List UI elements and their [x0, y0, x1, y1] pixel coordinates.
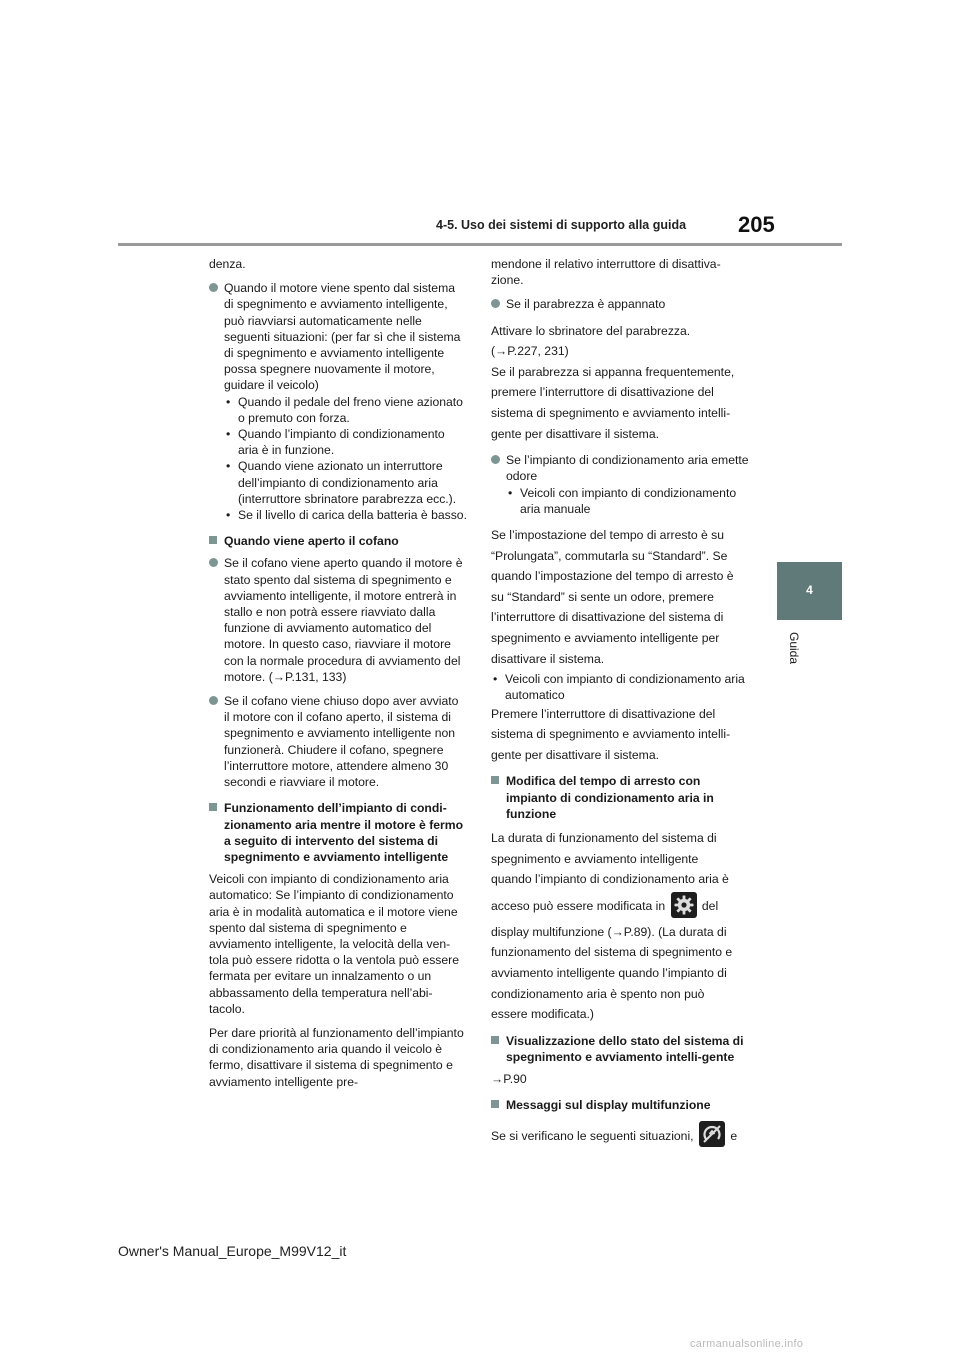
- page-number: 205: [738, 212, 775, 237]
- text-line: l’interruttore di disattivazione del sistema di: [491, 610, 724, 625]
- subheading: Messaggi sul display multifunzione: [491, 1097, 749, 1113]
- text-line: su “Standard” si sente un odore, premere: [491, 589, 714, 604]
- square-marker-icon: [491, 1036, 499, 1044]
- chapter-label: Guida: [787, 632, 801, 665]
- subheading: Visualizzazione dello stato del sistema di spegnimento e avviamento intelli-gente: [491, 1033, 749, 1065]
- text-line: Se il parabrezza si appanna frequentemente,: [491, 364, 735, 379]
- square-marker-icon: [209, 536, 217, 544]
- text-line: quando l’impostazione del tempo di arresto è: [491, 569, 734, 584]
- footer-document-name: Owner's Manual_Europe_M99V12_it: [118, 1243, 347, 1259]
- stop-start-off-icon: [699, 1121, 725, 1147]
- text-line: quando l’impianto di condizionamento aria è: [491, 872, 729, 887]
- paragraph: mendone il relativo interruttore di disattiva-zione.: [491, 257, 721, 288]
- text-line: sistema di spegnimento e avviamento intelli-: [491, 405, 731, 420]
- bullet-item: Se il cofano viene aperto quando il motore è stato spento dal sistema di spegnimento e avviamento intelligente, il motore entrerà in stallo e non potrà essere riavviato dalla funzione di avviamento automatico del motore. In questo caso, riavviare il motore con la normale procedura di avviamento del motore. (→P.131, 133): [209, 555, 467, 685]
- bullet-dot-icon: [209, 283, 218, 292]
- sub-item: • Veicoli con impianto di condizionamento aria automatico: [493, 672, 745, 703]
- bullet-item: Quando il motore viene spento dal sistema di spegnimento e avviamento intelligente, può riavviarsi automaticamente nelle seguenti situazioni: (per far sì che il sistema di spegnimento e avviamento intelligente possa spegnere nuovamente il motore, guidare il veicolo) • Quando il pedale del freno viene azionato o premuto con forza. • Quando l’impianto di condizionamento aria è in funzione. • Quando viene azionato un interruttore dell’impianto di condizionamento aria (interruttore sbrinatore parabrezza ecc.). • Se il livello di carica della batteria è basso.: [209, 280, 467, 523]
- text-line: disattivare il sistema.: [491, 651, 605, 666]
- text-line: Attivare lo sbrinatore del parabrezza.: [491, 323, 691, 338]
- header-divider: [118, 243, 842, 246]
- text-line: avviamento intelligente quando l’impianto di: [491, 965, 727, 980]
- square-marker-icon: [491, 776, 499, 784]
- sub-item: • Quando il pedale del freno viene azionato o premuto con forza.: [226, 394, 463, 425]
- text-line: gente per disattivare il sistema.: [491, 747, 659, 762]
- bullet-dot-icon: [209, 696, 218, 705]
- square-marker-icon: [491, 1100, 499, 1108]
- text-line: sistema di spegnimento e avviamento intelli-: [491, 727, 731, 742]
- section-title: 4-5. Uso dei sistemi di supporto alla guida: [436, 218, 687, 232]
- text-line: Premere l’interruttore di disattivazione del: [491, 706, 716, 721]
- sub-item: • Quando l’impianto di condizionamento aria è in funzione.: [226, 427, 445, 458]
- text-line: (→P.227, 231): [491, 344, 569, 359]
- bullet-dot-icon: [491, 455, 500, 464]
- chapter-tab-number: 4: [806, 583, 813, 597]
- text-line: premere l’interruttore di disattivazione del: [491, 385, 714, 400]
- subheading: Quando viene aperto il cofano: [209, 533, 467, 549]
- watermark: carmanualsonline.info: [690, 1338, 804, 1350]
- text-line: Se l’impostazione del tempo di arresto è su: [491, 527, 725, 542]
- left-column: [209, 256, 467, 1098]
- gear-icon: [671, 892, 697, 918]
- text-line: “Prolungata”, commutarla su “Standard”. Se: [491, 548, 728, 563]
- text-line: spegnimento e avviamento intelligente per: [491, 630, 720, 645]
- square-marker-icon: [209, 803, 217, 811]
- bullet-item: Se il cofano viene chiuso dopo aver avviato il motore con il cofano aperto, il sistema di spegnimento e avviamento intelligente non funzionerà. Chiudere il cofano, spegnere l’interruttore motore, attendere almeno 30 secondi e riavviare il motore.: [209, 693, 467, 790]
- bullet-dot-icon: [491, 299, 500, 308]
- right-column: [491, 256, 749, 1152]
- paragraph: denza.: [209, 257, 246, 271]
- text-line: acceso può essere modificata in del: [491, 890, 749, 922]
- page-reference: →P.90: [491, 1072, 527, 1087]
- text-line: gente per disattivare il sistema.: [491, 426, 659, 441]
- bullet-item: Se l’impianto di condizionamento aria emette odore • Veicoli con impianto di condizionamento aria manuale: [491, 452, 749, 517]
- text-line: funzionamento del sistema di spegnimento e: [491, 945, 733, 960]
- sub-item: • Se il livello di carica della batteria è basso.: [226, 508, 467, 523]
- paragraph: Veicoli con impianto di condizionamento aria automatico: Se l’impianto di condizionamento aria è in modalità automatica e il motore viene spento dal sistema di spegnimento e avviamento intelligente, la velocità della ven-tola può essere ridotta o la ventola può essere fermata per evitare un innalzamento o un abbassamento della temperatura nell’abi-tacolo.: [209, 872, 460, 1016]
- sub-item: • Veicoli con impianto di condizionamento aria manuale: [508, 485, 737, 516]
- text-line: essere modificata.): [491, 1007, 594, 1022]
- sub-item: • Quando viene azionato un interruttore dell’impianto di condizionamento aria (interruttore sbrinatore parabrezza ecc.).: [226, 459, 457, 506]
- subheading: Modifica del tempo di arresto con impianto di condizionamento aria in funzione: [491, 773, 749, 822]
- bullet-dot-icon: [209, 558, 218, 567]
- text-line: condizionamento aria è spento non può: [491, 986, 705, 1001]
- text-line: Se si verificano le seguenti situazioni, e: [491, 1120, 749, 1152]
- subheading: Funzionamento dell’impianto di condi-zionamento aria mentre il motore è fermo a seguito di intervento del sistema di spegnimento e avviamento intelligente: [209, 800, 467, 865]
- text-line: display multifunzione (→P.89). (La durata di: [491, 924, 727, 939]
- paragraph: Per dare priorità al funzionamento dell’impianto di condizionamento aria quando il veicolo è fermo, disattivare il sistema di spegnimento e avviamento intelligente pre-: [209, 1025, 464, 1089]
- text-line: La durata di funzionamento del sistema di: [491, 830, 717, 845]
- bullet-item: Se il parabrezza è appannato: [491, 296, 749, 312]
- text-line: spegnimento e avviamento intelligente: [491, 851, 699, 866]
